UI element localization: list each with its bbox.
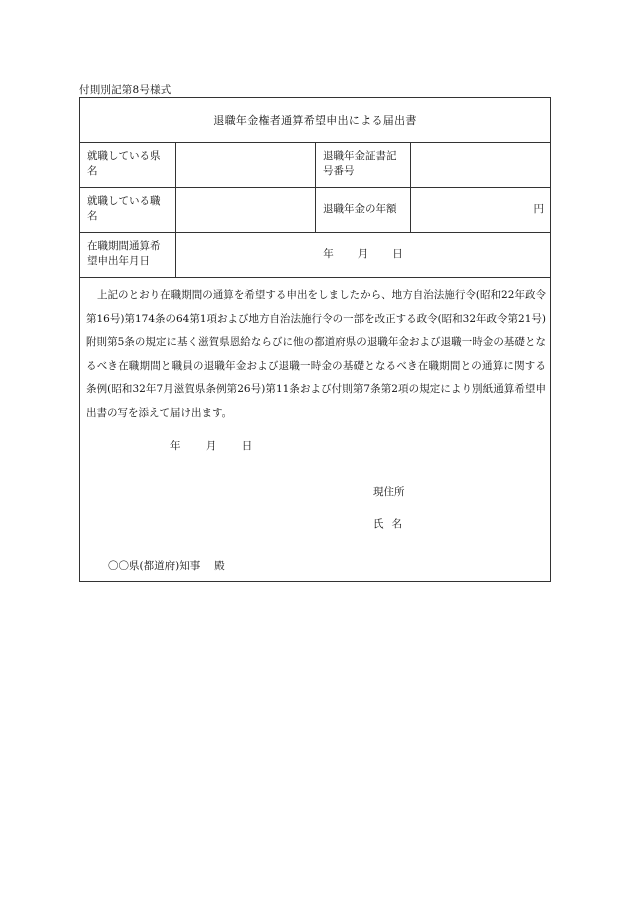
table-row-request-date [80,232,550,278]
request-date-label: 在職期間通算希望申出年月日 [80,232,176,277]
form-title: 退職年金権者通算希望申出による届出書 [80,98,550,143]
yen-unit: 円 [533,203,544,215]
date-day-label: 日 [392,248,403,260]
submission-year-label: 年 [170,440,181,452]
certificate-number-label: 退職年金証書記号番号 [316,142,411,187]
request-date-field[interactable] [176,232,550,277]
date-month-label: 月 [357,248,369,260]
name-label: 氏名 [373,518,410,530]
pension-amount-field[interactable] [411,187,550,232]
declaration-text: 上記のとおり在職期間の通算を希望する申出をしましたから、地方自治法施行令(昭和22年政令第16号)第174条の64第1項および地方自治法施行令の一部を改正する政令(昭和32年政令第21号)附則第5条の規定に基く滋賀県恩給ならびに他の都道府県の退職年金および退職一時金の基礎となるべき在職期間と職員の退職年金および退職一時金の基礎となるべき在職期間との通算に関する条例(昭和32年7月滋賀県条例第26号)第11条および付則第7条第2項の規定により別紙通算希望申出書の写を添えて届け出ます。 [86,289,546,419]
position-field[interactable] [176,187,316,232]
table-row-prefecture [80,142,550,188]
form-number: 付則別記第8号様式 [79,84,172,96]
submission-month-label: 月 [205,440,217,452]
submission-date[interactable] [170,438,274,453]
notification-form [79,97,551,582]
pension-amount-label: 退職年金の年額 [316,187,411,232]
date-year-label: 年 [323,248,334,260]
addressee-honorific: 殿 [214,560,225,572]
prefecture-label: 就職している県名 [80,142,176,187]
prefecture-field[interactable] [176,142,316,187]
position-label: 就職している職名 [80,187,176,232]
submission-day-label: 日 [241,440,253,452]
certificate-number-field[interactable] [411,142,550,187]
table-row-position [80,187,550,233]
addressee [108,558,225,573]
addressee-name: 〇〇県(都道府)知事 [108,560,201,572]
address-label: 現住所 [373,486,405,498]
